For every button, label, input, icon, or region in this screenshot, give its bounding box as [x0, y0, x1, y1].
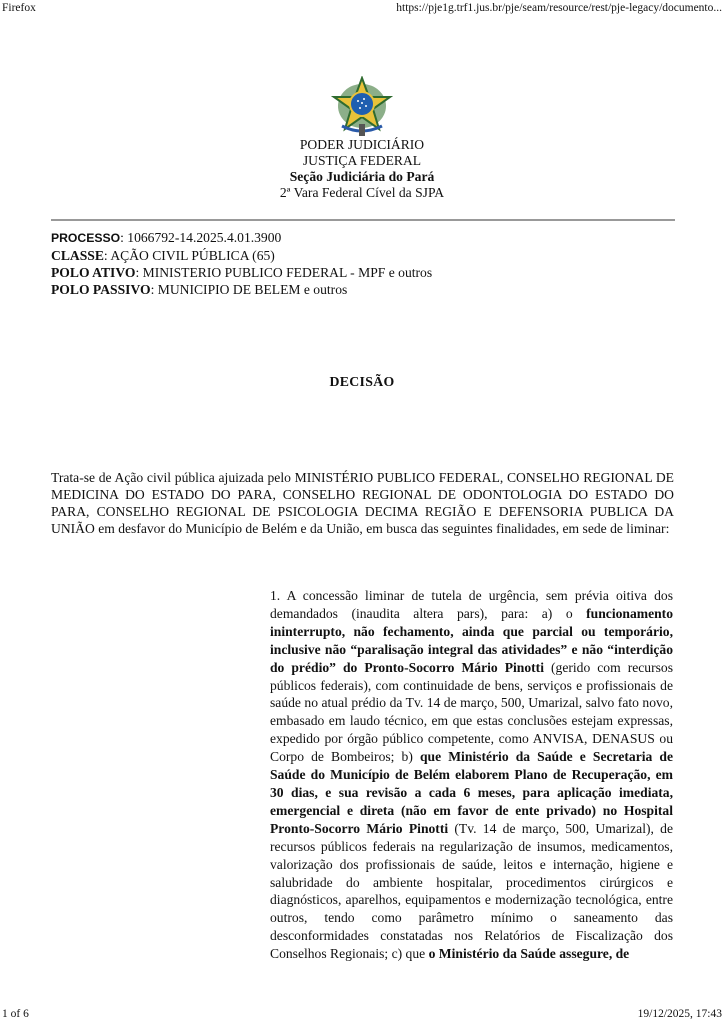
polo-ativo-value: : MINISTERIO PUBLICO FEDERAL - MPF e outros: [135, 265, 433, 280]
court-line-2: JUSTIÇA FEDERAL: [302, 153, 422, 168]
processo-label: PROCESSO: [51, 231, 121, 245]
quoted-request: [270, 587, 673, 963]
print-header: [0, 0, 724, 16]
browser-app-name: Firefox: [2, 2, 36, 14]
polo-passivo-row: [51, 281, 432, 298]
sword-hilt: [359, 124, 365, 136]
polo-ativo-label: POLO ATIVO: [51, 265, 136, 280]
print-footer: [0, 1006, 724, 1024]
page-indicator: 1 of 6: [2, 1008, 29, 1020]
document-url: https://pje1g.trf1.jus.br/pje/seam/resource/rest/pje-legacy/documento...: [396, 2, 722, 14]
quote-bold-2: que Ministério da Saúde e Secretaria de Saúde do Município de Belém elaborem Plano de Recuperação, em 30 dias, e sua revisão a cada 6 meses, para aplicação imediata, emergencial e direta (não em favor de ente privado) no Hospital Pronto-Socorro Mário Pinotti: [270, 749, 673, 836]
processo-value: : 1066792-14.2025.4.01.3900: [120, 230, 282, 245]
quote-bold-3: o Ministério da Saúde assegure, de: [428, 946, 630, 962]
classe-label: CLASSE: [51, 248, 104, 263]
court-line-4: 2ª Vara Federal Cível da SJPA: [279, 185, 445, 200]
polo-passivo-label: POLO PASSIVO: [51, 282, 151, 297]
brazil-coat-of-arms-icon: [328, 76, 396, 138]
quote-text-2: (gerido com recursos públicos federais), com continuidade de bens, serviços e profissionais de saúde no atual prédio da Tv. 14 de março, 500, Umarizal, salvo fato novo, embasado em laudo técnico, em que estas conclusões estejam expressas, expedido por órgão público competente, como ANVISA, DENASUS ou Corpo de Bombeiros; b): [270, 659, 673, 765]
polo-passivo-value: : MUNICIPIO DE BELEM e outros: [150, 282, 348, 297]
polo-ativo-row: [51, 264, 432, 281]
document-title: DECISÃO: [329, 374, 395, 389]
quote-text-1: 1. A concessão liminar de tutela de urgência, sem prévia oitiva dos demandados (inaudita altera pars), para: a) o: [270, 588, 673, 621]
case-metadata: [51, 229, 432, 298]
header-divider: [51, 219, 675, 221]
print-timestamp: 19/12/2025, 17:43: [637, 1008, 722, 1020]
court-line-1: PODER JUDICIÁRIO: [299, 137, 425, 152]
classe-row: [51, 247, 432, 264]
classe-value: : AÇÃO CIVIL PÚBLICA (65): [103, 248, 275, 263]
quote-bold-1: funcionamento ininterrupto, não fechamento, ainda que parcial ou temporário, inclusive não “paralisação integral das atividades” e não “interdição do prédio” do Pronto-Socorro Mário Pinotti: [270, 605, 673, 675]
quote-text-3: (Tv. 14 de março, 500, Umarizal), de recursos públicos federais na regularização de insumos, medicamentos, valorização dos profissionais de saúde, leitos e internação, higiene e salubridade do ambiente hospitalar, procedimentos cirúrgicos e diagnósticos, aparelhos, equipamentos e modernização tecnológica, entre outros, tendo como parâmetro mínimo o saneamento das desconformidades constatadas nos Relatórios de Fiscalização dos Conselhos Regionais; c) que: [270, 820, 674, 962]
processo-row: [51, 229, 432, 247]
intro-paragraph: Trata-se de Ação civil pública ajuizada pelo MINISTÉRIO PUBLICO FEDERAL, CONSELHO REGIONAL DE MEDICINA DO ESTADO DO PARA, CONSELHO REGIONAL DE ODONTOLOGIA DO ESTADO DO PARA, CONSELHO REGIONAL DE PSICOLOGIA DECIMA REGIÃO E DEFENSORIA PUBLICA DA UNIÃO em desfavor do Município de Belém e da União, em busca das seguintes finalidades, em sede de liminar:: [51, 470, 674, 536]
court-line-3: Seção Judiciária do Pará: [289, 169, 435, 184]
court-header: [0, 137, 724, 201]
